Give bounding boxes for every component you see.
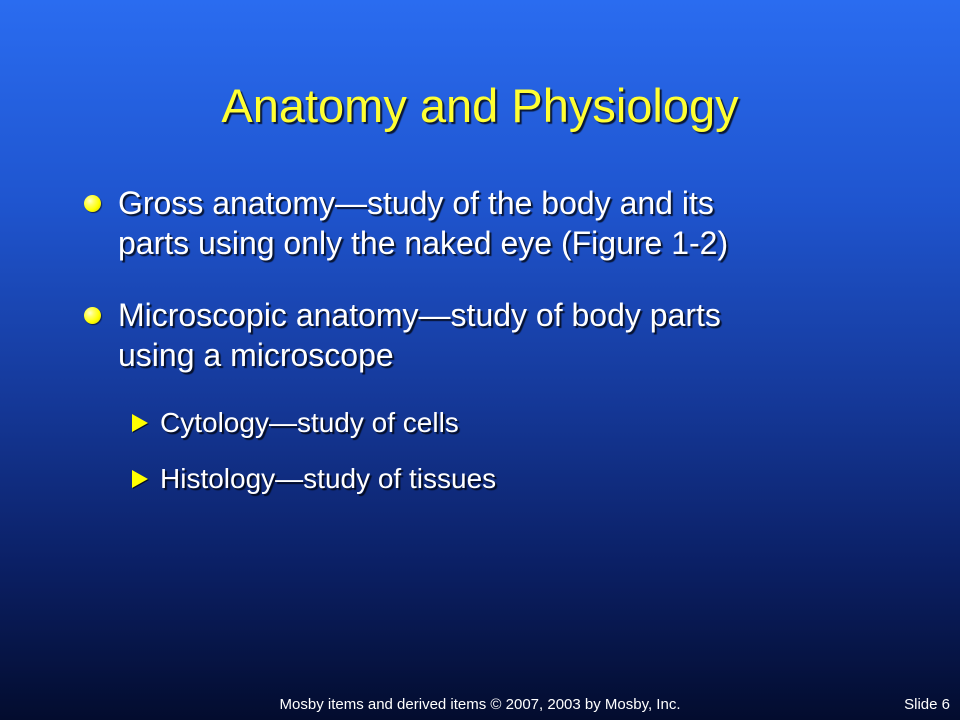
bullet-text (118, 295, 858, 375)
slide-number: Slide 6 (904, 696, 950, 713)
yellow-dot-bullet-icon (84, 307, 101, 324)
sub-item-label: Cytology—study of cells (160, 407, 459, 438)
slide-title: Anatomy and Physiology (221, 79, 739, 132)
sub-item-label: Histology—study of tissues (160, 463, 497, 494)
bullet-text (118, 183, 858, 263)
bullet-line: Microscopic anatomy—study of body parts (118, 297, 721, 333)
arrow-bullet-icon (132, 470, 148, 488)
footer-copyright: Mosby items and derived items © 2007, 2003 by Mosby, Inc. (279, 696, 681, 713)
bullet-line: Gross anatomy—study of the body and its (118, 185, 714, 221)
bullet-line: using a microscope (118, 337, 394, 373)
bullet-line: parts using only the naked eye (Figure 1-2) (118, 225, 729, 261)
yellow-dot-bullet-icon (84, 195, 101, 212)
arrow-bullet-icon (132, 414, 148, 432)
